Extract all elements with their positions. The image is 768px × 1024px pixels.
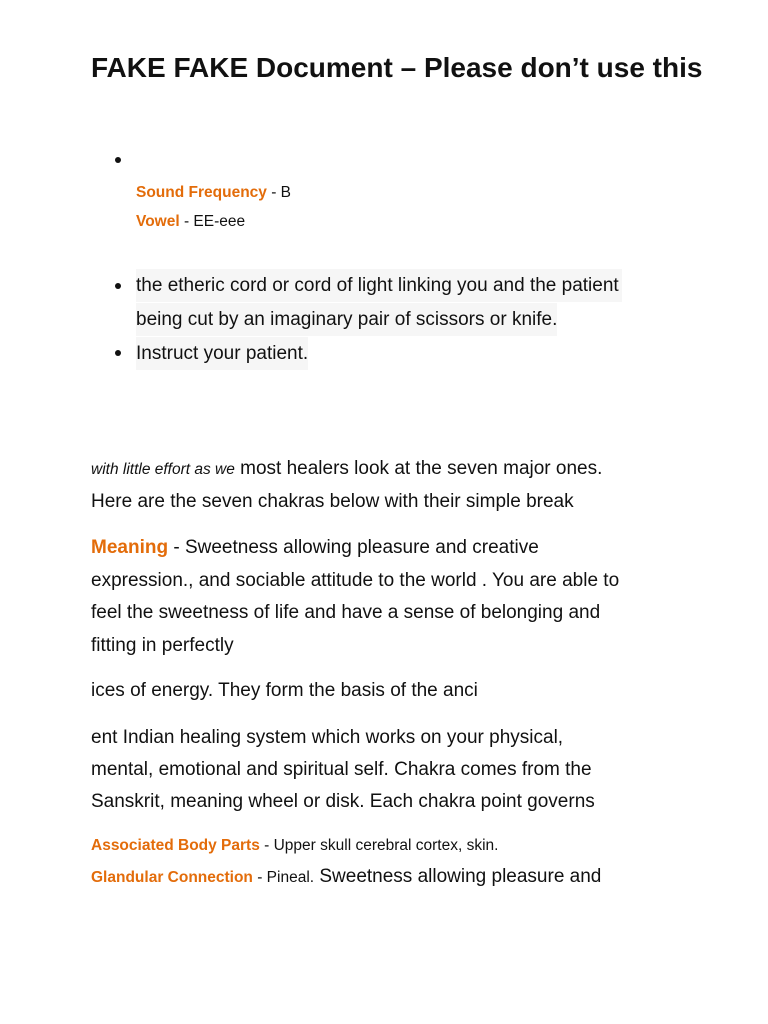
glandular-connection-label: Glandular Connection bbox=[91, 869, 253, 886]
paragraph-line: Sanskrit, meaning wheel or disk. Each chakra point governs bbox=[91, 791, 595, 812]
sound-frequency-value: - B bbox=[266, 184, 292, 201]
paragraph-line: mental, emotional and spiritual self. Chakra comes from the bbox=[91, 759, 592, 780]
sound-frequency-line bbox=[136, 178, 291, 207]
glandular-connection-extra: Sweetness allowing pleasure and bbox=[314, 866, 602, 887]
paragraph-text: most healers look at the seven major ones. bbox=[234, 458, 603, 479]
paragraph-line: fitting in perfectly bbox=[91, 635, 234, 656]
bullet-marker bbox=[115, 283, 121, 289]
list-item-text: the etheric cord or cord of light linking you and the patient bbox=[136, 269, 622, 302]
list-item-text: Instruct your patient. bbox=[136, 337, 308, 370]
document-title: FAKE FAKE Document – Please don’t use this bbox=[91, 52, 703, 83]
glandular-connection-value: - Pineal. bbox=[252, 869, 315, 886]
bullet-marker bbox=[115, 350, 121, 356]
sound-frequency-label: Sound Frequency bbox=[136, 184, 267, 201]
list-item-text: being cut by an imaginary pair of scissors or knife. bbox=[136, 303, 557, 336]
associated-body-parts-value: - Upper skull cerebral cortex, skin. bbox=[259, 837, 499, 854]
meaning-text: - Sweetness allowing pleasure and creative bbox=[168, 537, 539, 558]
paragraph-line: Here are the seven chakras below with their simple break bbox=[91, 491, 574, 512]
meaning-line bbox=[91, 531, 539, 564]
vowel-line bbox=[136, 207, 245, 236]
paragraph-line: feel the sweetness of life and have a sense of belonging and bbox=[91, 602, 601, 623]
associated-body-parts-line bbox=[91, 831, 498, 860]
italic-text: with little effort as we bbox=[91, 461, 235, 478]
paragraph-line: expression., and sociable attitude to the world . You are able to bbox=[91, 570, 620, 591]
associated-body-parts-label: Associated Body Parts bbox=[91, 837, 260, 854]
paragraph-line: ent Indian healing system which works on your physical, bbox=[91, 727, 564, 748]
paragraph-line bbox=[91, 452, 602, 486]
meaning-label: Meaning bbox=[91, 537, 169, 558]
glandular-connection-line bbox=[91, 860, 601, 894]
vowel-label: Vowel bbox=[136, 213, 180, 230]
bullet-marker bbox=[115, 157, 121, 163]
paragraph-line: ices of energy. They form the basis of the anci bbox=[91, 680, 478, 701]
vowel-value: - EE-eee bbox=[179, 213, 246, 230]
